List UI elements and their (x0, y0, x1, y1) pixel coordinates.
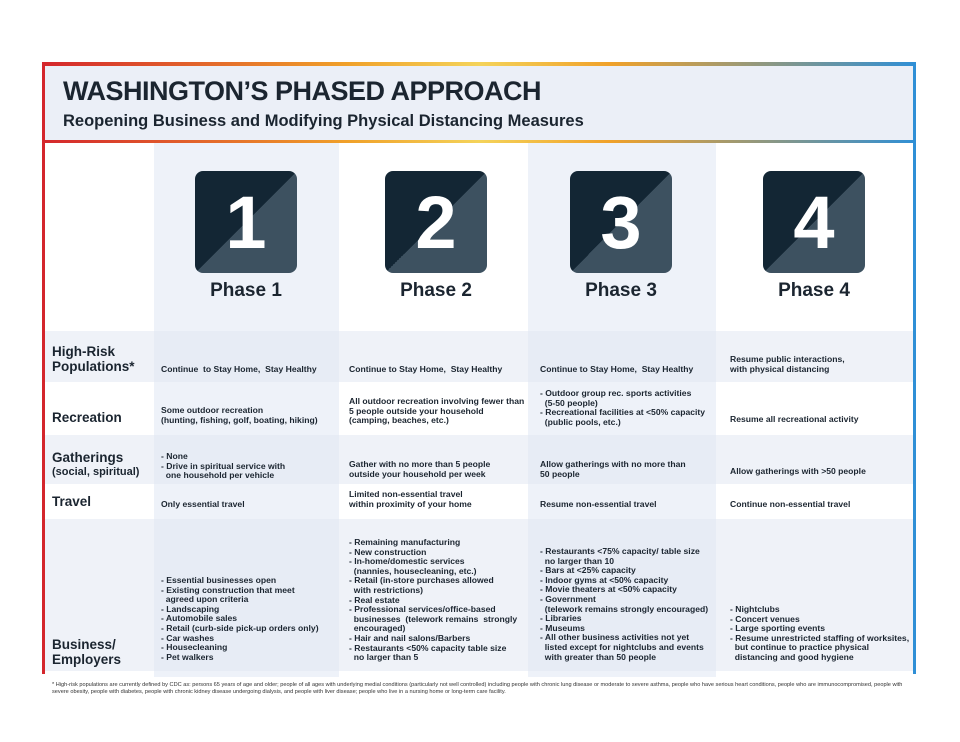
cell-high-risk-phase-3: Continue to Stay Home, Stay Healthy (540, 364, 694, 374)
row-sublabel-gatherings: (social, spiritual) (52, 466, 140, 478)
cell-business-phase-1: - Essential businesses open - Existing construction that meet agreed upon criteria - Landscaping - Automobile sales - Retail (curb-side pick-up orders only) - Car washes - Housecleaning - Pet walkers (161, 575, 319, 662)
row-label-travel: Travel (52, 494, 92, 509)
cell-high-risk-phase-4: Resume public interactions, with physical distancing (730, 354, 845, 374)
phase-2-badge (385, 171, 487, 273)
cell-recreation-phase-4: Resume all recreational activity (730, 414, 859, 424)
cell-gatherings-phase-4: Allow gatherings with >50 people (730, 466, 866, 476)
cell-travel-phase-4: Continue non-essential travel (730, 499, 851, 509)
cell-gatherings-phase-3: Allow gatherings with no more than 50 people (540, 459, 686, 479)
cell-travel-phase-3: Resume non-essential travel (540, 499, 657, 509)
cell-recreation-phase-2: All outdoor recreation involving fewer than 5 people outside your household (camping, beaches, etc.) (349, 396, 525, 426)
phase-1-badge (195, 171, 297, 273)
cell-business-phase-4: - Nightclubs - Concert venues - Large sporting events - Resume unrestricted staffing of worksites, but continue to practice physical distancing and good hygiene (730, 604, 910, 662)
phase-3-badge (570, 171, 672, 273)
header (45, 66, 913, 140)
cell-high-risk-phase-1: Continue to Stay Home, Stay Healthy (161, 364, 317, 374)
row-label-recreation: Recreation (52, 410, 122, 425)
cell-business-phase-3: - Restaurants <75% capacity/ table size no larger than 10 - Bars at <25% capacity - Indoor gyms at <50% capacity - Movie theaters at <50% capacity - Government (telework remains strongly encouraged) - Libraries - Museums - All other business activities not yet listed except for nightclubs and events with greater than 50 people (540, 546, 709, 662)
phase-2-label: Phase 2 (400, 280, 472, 301)
footnote: * High-risk populations are currently defined by CDC as: persons 65 years of age and older; people of all ages with underlying medial conditions (particularly not well controlled) including people with chronic lung disease or moderate to severe asthma, people who have serious heart conditions, people who are immunocompromised, people with severe obesity, people with diabetes, people with chronic kidney disease undergoing dialysis, and people with liver disease; people who live in a nursing home or long-term care facility. (52, 682, 903, 695)
phase-4-badge (763, 171, 865, 273)
phase-2-number: 2 (415, 180, 457, 264)
row-label-high-risk: High-Risk Populations* (52, 344, 135, 374)
phase-3-label: Phase 3 (585, 280, 657, 301)
cell-travel-phase-2: Limited non-essential travel within proximity of your home (349, 489, 472, 509)
page-title: WASHINGTON’S PHASED APPROACH (63, 76, 542, 106)
phase-4-label: Phase 4 (778, 280, 850, 301)
cell-gatherings-phase-2: Gather with no more than 5 people outside your household per week (349, 459, 491, 479)
page-subtitle: Reopening Business and Modifying Physical Distancing Measures (63, 112, 584, 130)
phase-1-number: 1 (225, 180, 267, 264)
cell-recreation-phase-1: Some outdoor recreation (hunting, fishing, golf, boating, hiking) (161, 405, 318, 425)
cell-high-risk-phase-2: Continue to Stay Home, Stay Healthy (349, 364, 503, 374)
phase-3-number: 3 (600, 180, 642, 264)
phase-4-number: 4 (793, 180, 835, 264)
cell-travel-phase-1: Only essential travel (161, 499, 245, 509)
cell-gatherings-phase-1: - None - Drive in spiritual service with one household per vehicle (161, 451, 286, 481)
frame-right-border (913, 62, 916, 674)
phase-1-label: Phase 1 (210, 280, 282, 301)
cell-recreation-phase-3: - Outdoor group rec. sports activities (5-50 people) - Recreational facilities at <50% capacity (public pools, etc.) (540, 388, 706, 427)
cell-business-phase-2: - Remaining manufacturing - New construction - In-home/domestic services (nannies, housecleaning, etc.) - Retail (in-store purchases allowed with restrictions) - Real estate - Professional services/office-based businesses (telework remains strongly encouraged) - Hair and nail salons/Barbers - Restaurants <50% capacity table size no larger than 5 (349, 537, 518, 663)
row-label-gatherings: Gatherings (52, 450, 124, 465)
row-label-business: Business/ Employers (52, 637, 122, 667)
